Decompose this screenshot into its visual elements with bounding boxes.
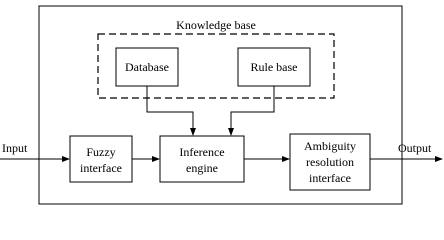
database-box [116, 48, 178, 86]
inference-engine-label-line1: Inference [179, 145, 225, 159]
database-label: Database [125, 60, 169, 74]
ambiguity-label-line1: Ambiguity [303, 139, 357, 153]
fuzzy-interface-box [70, 136, 132, 182]
fuzzy-interface-label-line2: interface [80, 161, 122, 175]
input-label: Input [2, 141, 28, 155]
ambiguity-label-line3: interface [309, 171, 351, 185]
inference-engine-label-line2: engine [186, 161, 218, 175]
ambiguity-resolution-interface-box [290, 134, 370, 190]
inference-engine-box [160, 136, 244, 182]
rule-base-box [238, 48, 310, 86]
ambiguity-label-line2: resolution [306, 155, 354, 169]
fuzzy-interface-label-line1: Fuzzy [86, 145, 116, 159]
knowledge-base-title: Knowledge base [176, 18, 256, 32]
output-label: Output [398, 141, 432, 155]
rule-base-label: Rule base [250, 60, 298, 74]
